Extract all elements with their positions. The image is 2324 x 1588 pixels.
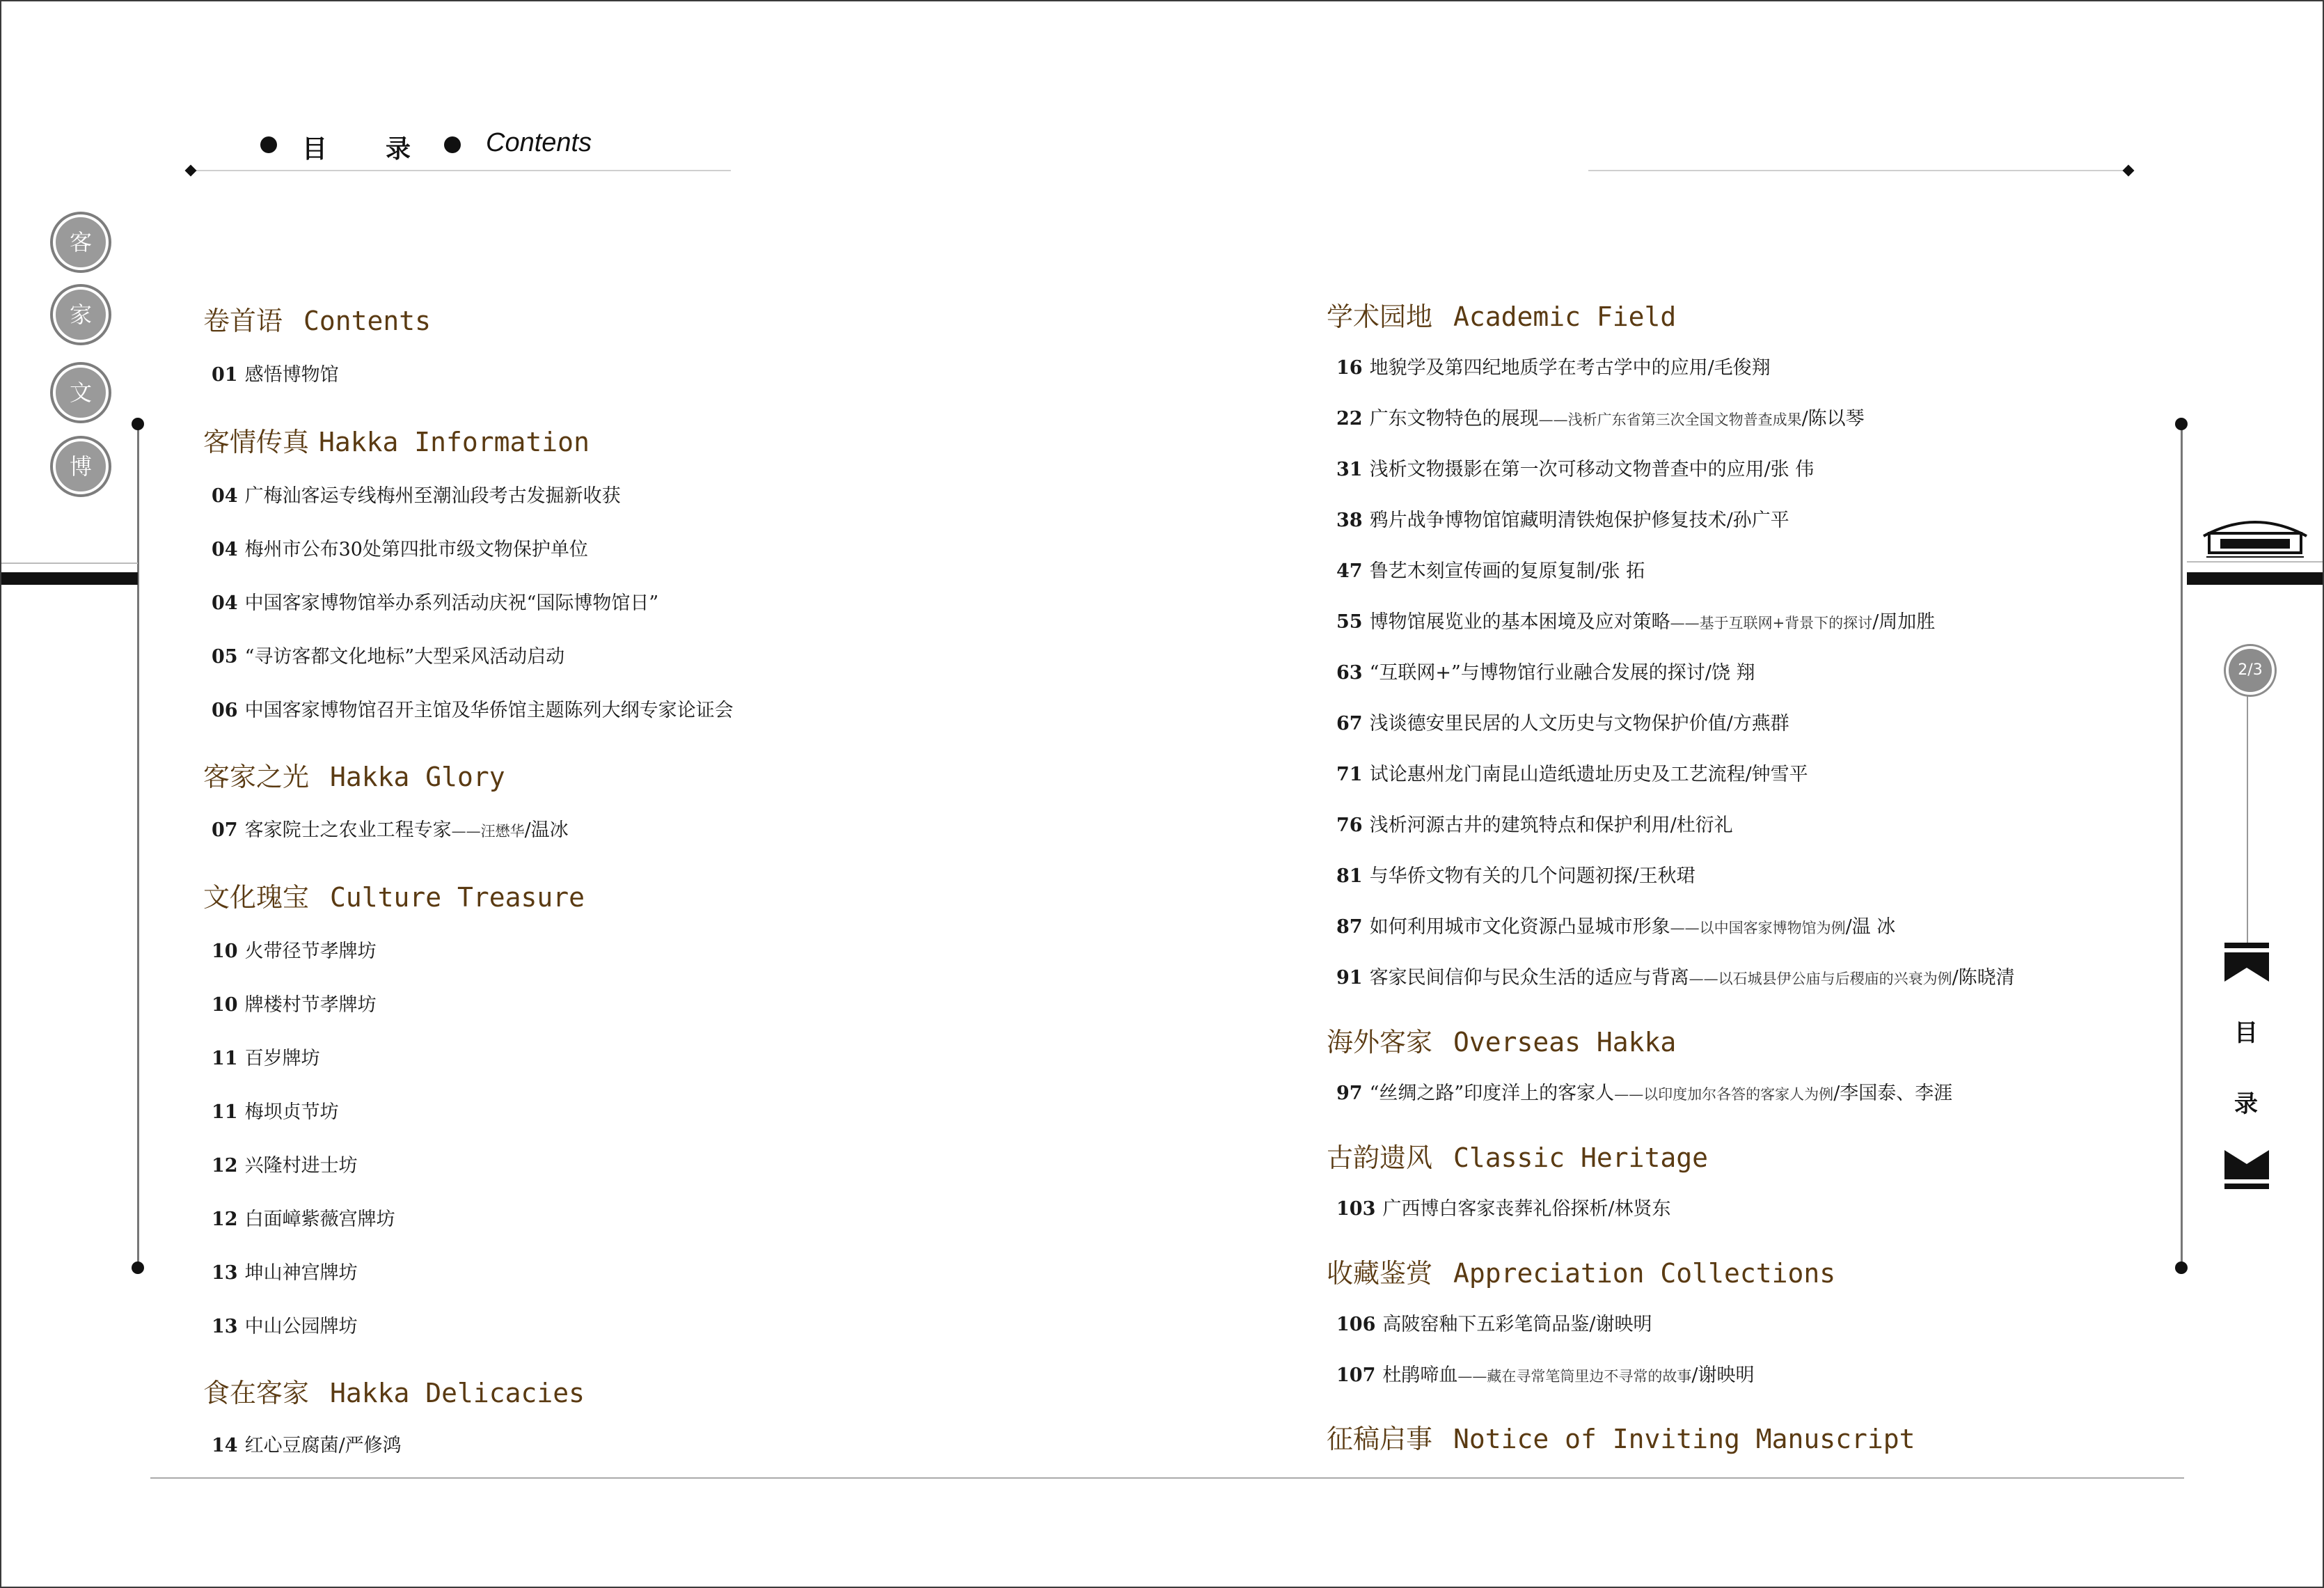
- section-heading[interactable]: [203, 299, 431, 338]
- toc-entry[interactable]: [212, 1204, 395, 1231]
- entry-author: /王秋珺: [1632, 865, 1695, 887]
- toc-entry[interactable]: [1336, 505, 1789, 532]
- right-margin-line: [2181, 423, 2183, 1268]
- entry-title: 浅谈德安里民居的人文历史与文物保护价值: [1369, 713, 1727, 734]
- entry-title: 广东文物特色的展现: [1369, 408, 1539, 430]
- section-heading[interactable]: [1327, 1021, 1676, 1059]
- toc-entry[interactable]: [212, 1257, 358, 1284]
- margin-dot-icon: [132, 1261, 144, 1274]
- page-number: 106: [1336, 1314, 1376, 1335]
- section-title-en: Culture Treasure: [330, 882, 585, 913]
- bookmark-bottom-icon: [2224, 1150, 2269, 1189]
- margin-dot-icon: [2175, 418, 2188, 430]
- entry-author: /林贤东: [1608, 1198, 1671, 1220]
- entry-subtitle: ——基于互联网+背景下的探讨: [1670, 615, 1873, 631]
- page-number: 81: [1336, 865, 1363, 887]
- section-title-en: Academic Field: [1453, 301, 1677, 332]
- left-thin-bar: [1, 563, 138, 564]
- toc-entry[interactable]: [1336, 759, 1808, 786]
- section-title-zh: 客家之光: [203, 762, 310, 792]
- section-title-zh: 学术园地: [1327, 301, 1433, 332]
- section-title-zh: 客情传真: [203, 427, 310, 457]
- entry-title: 广梅汕客运专线梅州至潮汕段考古发掘新收获: [244, 485, 621, 507]
- toc-entry[interactable]: [212, 1430, 402, 1457]
- page-number: 05: [212, 646, 238, 668]
- entry-author: /张 拓: [1595, 560, 1645, 582]
- side-label-circle: 客: [53, 214, 109, 270]
- header-title-zh-2: 录: [386, 135, 411, 164]
- left-margin-line: [137, 423, 139, 1268]
- toc-entry[interactable]: [212, 1043, 320, 1070]
- toc-entry[interactable]: [1336, 860, 1695, 888]
- page-number: 67: [1336, 713, 1363, 734]
- entry-title: 梅州市公布30处第四批市级文物保护单位: [244, 539, 588, 560]
- page-number: 31: [1336, 459, 1363, 480]
- section-title-zh: 收藏鉴赏: [1327, 1258, 1433, 1289]
- toc-entry[interactable]: [212, 641, 564, 668]
- entry-author: /杜衍礼: [1670, 815, 1733, 836]
- section-title-en: Hakka Information: [319, 427, 590, 457]
- page-number: 97: [1336, 1083, 1363, 1104]
- header-rule-right: [1588, 170, 2127, 171]
- page-number: 04: [212, 485, 238, 507]
- page-number: 11: [212, 1101, 238, 1123]
- entry-author: /毛俊翔: [1707, 357, 1771, 379]
- section-title-zh: 食在客家: [203, 1378, 310, 1408]
- entry-title: 浅析河源古井的建筑特点和保护利用: [1369, 815, 1670, 836]
- page-number: 55: [1336, 611, 1363, 633]
- entry-title: 鸦片战争博物馆馆藏明清铁炮保护修复技术: [1369, 510, 1727, 531]
- section-title-en: Contents: [303, 306, 432, 336]
- margin-dot-icon: [2175, 1261, 2188, 1274]
- entry-title: “寻访客都文化地标”大型采风活动启动: [244, 646, 565, 668]
- entry-author: /饶 翔: [1705, 662, 1755, 684]
- entry-author: /周加胜: [1872, 611, 1936, 633]
- entry-title: 博物馆展览业的基本困境及应对策略: [1369, 611, 1670, 633]
- toc-entry[interactable]: [212, 695, 734, 722]
- entry-title: 客家院士之农业工程专家: [244, 819, 452, 841]
- page-number: 107: [1336, 1365, 1376, 1386]
- toc-entry[interactable]: [212, 534, 588, 561]
- section-title-en: Hakka Glory: [330, 762, 505, 792]
- toc-entry[interactable]: [212, 815, 569, 842]
- toc-entry[interactable]: [1336, 708, 1789, 735]
- entry-title: 如何利用城市文化资源凸显城市形象: [1369, 916, 1670, 938]
- section-heading[interactable]: [1327, 1252, 1835, 1290]
- header-bullet-icon: [260, 136, 277, 153]
- entry-author: /严修鸿: [338, 1435, 402, 1456]
- toc-entry[interactable]: [212, 588, 658, 615]
- header-title-zh-1: 目: [302, 135, 328, 164]
- page-number: 10: [212, 994, 238, 1016]
- vertical-title-2: 录: [2234, 1090, 2258, 1118]
- entry-author: /温 冰: [1845, 916, 1896, 938]
- entry-author: /温冰: [524, 819, 569, 841]
- entry-title: 白面嶂紫薇宫牌坊: [244, 1209, 395, 1230]
- entry-title: 火带径节孝牌坊: [244, 941, 377, 962]
- entry-subtitle: ——汪懋华: [451, 823, 525, 840]
- entry-title: 地貌学及第四纪地质学在考古学中的应用: [1369, 357, 1708, 379]
- entry-title: 广西博白客家丧葬礼俗探析: [1382, 1198, 1608, 1220]
- section-heading[interactable]: [1327, 1417, 1915, 1456]
- section-title-zh: 卷首语: [203, 306, 283, 336]
- toc-entry[interactable]: [1336, 1309, 1652, 1336]
- section-heading[interactable]: [1327, 295, 1676, 333]
- entry-title: 杜鹃啼血: [1382, 1365, 1458, 1386]
- toc-entry[interactable]: [1336, 454, 1814, 481]
- toc-entry[interactable]: [1336, 911, 1895, 938]
- section-heading[interactable]: [203, 1371, 585, 1410]
- entry-title: 鲁艺木刻宣传画的复原复制: [1369, 560, 1595, 582]
- page-number: 07: [212, 819, 238, 841]
- side-label-circle: 文: [53, 365, 109, 420]
- page-number: 47: [1336, 560, 1363, 582]
- toc-entry[interactable]: [1336, 657, 1755, 684]
- bookmark-top-icon: [2224, 943, 2269, 982]
- section-heading[interactable]: [1327, 1136, 1708, 1174]
- entry-title: 与华侨文物有关的几个问题初探: [1369, 865, 1633, 887]
- vertical-title-1: 目: [2234, 1019, 2258, 1047]
- section-heading[interactable]: [203, 755, 505, 794]
- entry-author: /谢映明: [1691, 1365, 1755, 1386]
- page-number: 91: [1336, 967, 1363, 989]
- museum-logo-icon: [2199, 512, 2311, 561]
- page-number: 22: [1336, 408, 1363, 430]
- section-heading[interactable]: [203, 876, 585, 914]
- entry-subtitle: ——以石城县伊公庙与后稷庙的兴衰为例: [1689, 970, 1952, 987]
- margin-dot-icon: [132, 418, 144, 430]
- toc-entry[interactable]: [1336, 1078, 1952, 1105]
- page-number: 76: [1336, 815, 1363, 836]
- toc-entry[interactable]: [212, 1311, 358, 1338]
- toc-entry[interactable]: [212, 480, 621, 508]
- entry-title: “丝绸之路”印度洋上的客家人: [1369, 1083, 1615, 1104]
- right-thin-bar: [2187, 561, 2323, 563]
- page-number: 16: [1336, 357, 1363, 379]
- entry-author: /张 伟: [1764, 459, 1815, 480]
- section-title-zh: 海外客家: [1327, 1027, 1433, 1058]
- entry-author: /谢映明: [1589, 1314, 1652, 1335]
- entry-author: /孙广平: [1726, 510, 1789, 531]
- entry-title: 中国客家博物馆举办系列活动庆祝“国际博物馆日”: [244, 592, 659, 614]
- toc-entry[interactable]: [1336, 810, 1733, 837]
- header-bullet-icon: [444, 136, 461, 153]
- entry-title: 坤山神宫牌坊: [244, 1262, 358, 1284]
- entry-author: /陈以琴: [1801, 408, 1865, 430]
- entry-title: 高陂窑釉下五彩笔筒品鉴: [1382, 1314, 1590, 1335]
- page-number: 06: [212, 700, 238, 721]
- page-number: 71: [1336, 764, 1363, 785]
- page-number: 103: [1336, 1198, 1376, 1220]
- footer-rule: [150, 1477, 2184, 1479]
- entry-title: 百岁牌坊: [244, 1048, 320, 1069]
- toc-entry[interactable]: [1336, 962, 2015, 989]
- page-number: 14: [212, 1435, 238, 1456]
- entry-author: /陈晓清: [1952, 967, 2015, 989]
- page-number: 38: [1336, 510, 1363, 531]
- toc-entry[interactable]: [1336, 606, 1935, 634]
- header-rule-left: [188, 170, 731, 171]
- page-number: 10: [212, 941, 238, 962]
- toc-entry[interactable]: [212, 989, 377, 1016]
- page-number: 13: [212, 1262, 238, 1284]
- entry-title: 梅坝贞节坊: [244, 1101, 339, 1123]
- page-number: 13: [212, 1316, 238, 1337]
- page-number: 01: [212, 364, 238, 386]
- toc-entry[interactable]: [212, 1096, 339, 1124]
- section-title-zh: 征稿启事: [1327, 1424, 1433, 1454]
- entry-title: “互联网+”与博物馆行业融合发展的探讨: [1369, 662, 1705, 684]
- entry-subtitle: ——浅析广东省第三次全国文物普查成果: [1538, 411, 1802, 428]
- section-title-en: Overseas Hakka: [1453, 1027, 1677, 1058]
- page-number: 04: [212, 592, 238, 614]
- page-indicator-line: [2247, 668, 2248, 945]
- entry-title: 感悟博物馆: [244, 364, 339, 386]
- left-thick-bar: [1, 572, 138, 585]
- toc-entry[interactable]: [1336, 1360, 1754, 1387]
- entry-subtitle: ——藏在寻常笔筒里边不寻常的故事: [1457, 1368, 1692, 1385]
- entry-title: 中国客家博物馆召开主馆及华侨馆主题陈列大纲专家论证会: [244, 700, 734, 721]
- entry-title: 浅析文物摄影在第一次可移动文物普查中的应用: [1369, 459, 1764, 480]
- side-label-circle: 家: [53, 287, 109, 343]
- toc-entry[interactable]: [1336, 403, 1865, 430]
- section-title-en: Notice of Inviting Manuscript: [1453, 1424, 1915, 1454]
- toc-entry[interactable]: [1336, 1193, 1670, 1220]
- section-title-en: Hakka Delicacies: [330, 1378, 585, 1408]
- entry-title: 试论惠州龙门南昆山造纸遗址历史及工艺流程: [1369, 764, 1746, 785]
- entry-author: /钟雪平: [1745, 764, 1808, 785]
- entry-author: /方燕群: [1726, 713, 1789, 734]
- toc-entry[interactable]: [212, 359, 339, 386]
- page-number: 63: [1336, 662, 1363, 684]
- section-title-en: Classic Heritage: [1453, 1142, 1709, 1173]
- entry-subtitle: ——以中国客家博物馆为例: [1670, 920, 1846, 936]
- entry-title: 中山公园牌坊: [244, 1316, 358, 1337]
- entry-title: 牌楼村节孝牌坊: [244, 994, 377, 1016]
- section-heading[interactable]: [203, 420, 590, 459]
- entry-title: 红心豆腐菌: [244, 1435, 339, 1456]
- header-title-en: Contents: [486, 128, 592, 157]
- section-title-zh: 古韵遗风: [1327, 1142, 1433, 1173]
- section-title-zh: 文化瑰宝: [203, 882, 310, 913]
- entry-title: 客家民间信仰与民众生活的适应与背离: [1369, 967, 1689, 989]
- entry-author: /李国泰、李涯: [1833, 1083, 1953, 1104]
- entry-title: 兴隆村进士坊: [244, 1155, 358, 1177]
- section-title-en: Appreciation Collections: [1453, 1258, 1836, 1289]
- side-label-circle: 博: [53, 439, 109, 494]
- page-number: 12: [212, 1155, 238, 1177]
- page-number: 11: [212, 1048, 238, 1069]
- toc-entry[interactable]: [1336, 556, 1645, 583]
- toc-entry[interactable]: [212, 1150, 358, 1177]
- page-number: 87: [1336, 916, 1363, 938]
- page-number: 04: [212, 539, 238, 560]
- right-thick-bar: [2187, 572, 2323, 585]
- entry-subtitle: ——以印度加尔各答的客家人为例: [1614, 1086, 1834, 1103]
- toc-entry[interactable]: [1336, 352, 1771, 379]
- page-number: 12: [212, 1209, 238, 1230]
- toc-entry[interactable]: [212, 936, 377, 963]
- page-number-badge: 2/3: [2226, 646, 2275, 695]
